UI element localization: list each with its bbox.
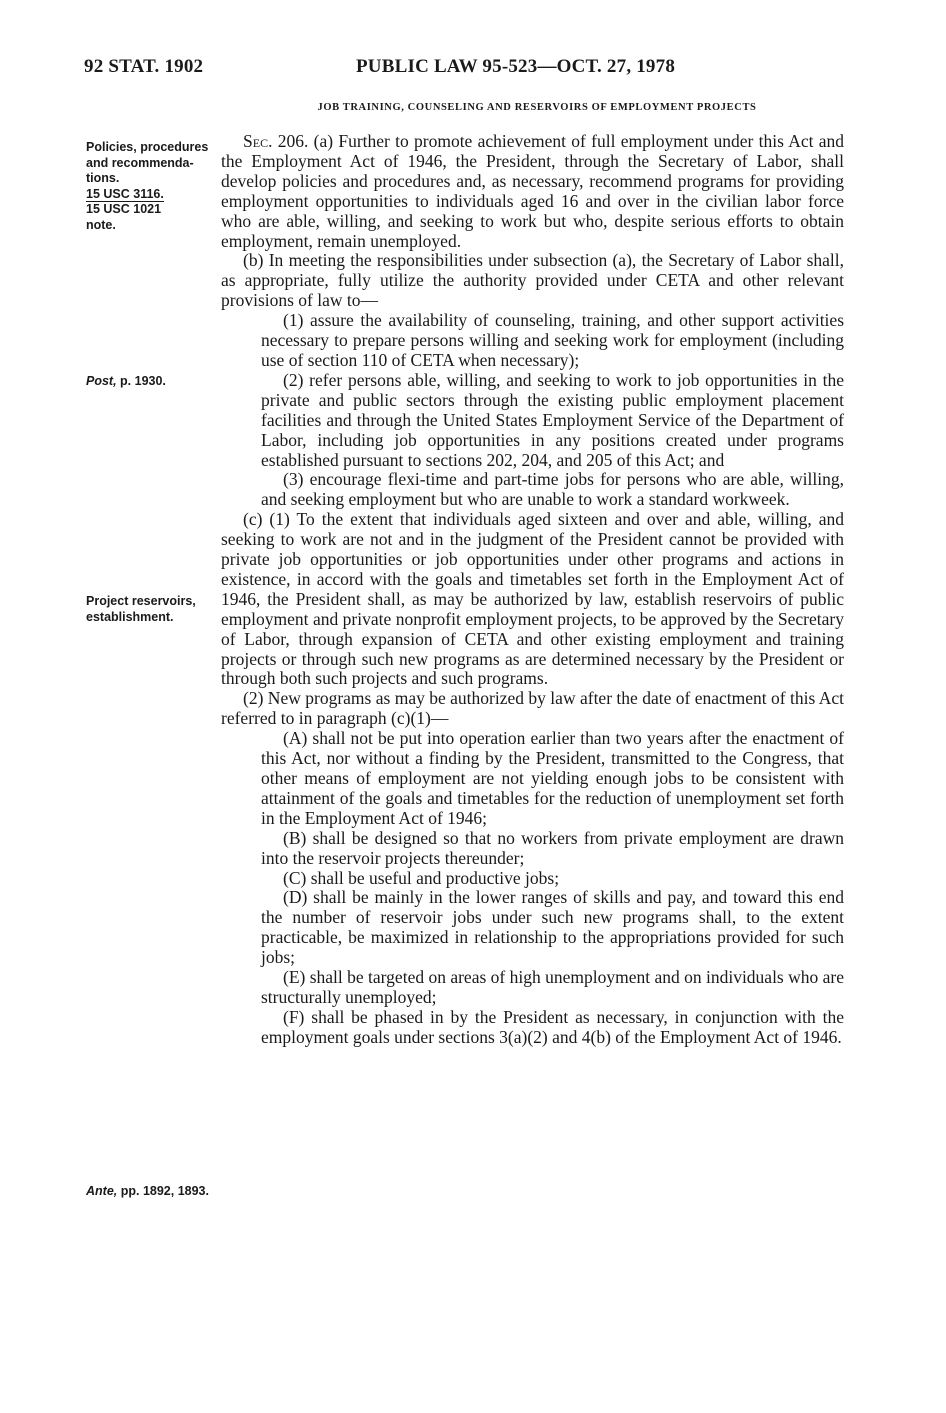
margin-note-post-page: p. 1930. [120,374,166,388]
clause-c2-f: (F) shall be phased in by the President as necessary, in conjunction with the employment goals under sections 3(a)(2) and 4(b) of the Employment Act of 1946. [261,1006,844,1047]
usc-citation-3116: 15 USC 3116. [86,186,164,201]
margin-note-post [86,374,211,390]
margin-note-policies-title: Policies, procedures and recommenda-tions. [86,140,209,186]
section-label: Sec. [243,131,273,151]
paragraph-b1: (1) assure the availability of counseling, training, and other support activities necessary to prepare persons willing and seeking work for employment (including use of section 110 of CETA when necessary); [261,310,844,370]
clause-c2-a: (A) shall not be put into operation earlier than two years after the enactment of this Act, nor without a finding by the President, transmitted to the Congress, that other means of employment are not yielding enough jobs to be consistent with attainment of the goals and timetables for the reduction of unemployment set forth in the Employment Act of 1946; [261,728,844,828]
page-title: PUBLIC LAW 95-523—OCT. 27, 1978 [356,56,676,77]
statute-body [221,132,844,1048]
usc-citation-note: note. [86,217,116,232]
clause-c2-e: (E) shall be targeted on areas of high unemployment and on individuals who are structurally unemployed; [261,967,844,1007]
section-206-a: Sec. 206. (a) Further to promote achievement of full employment under this Act and the Employment Act of 1946, the President, through the Secretary of Labor, shall develop policies and procedures and, as necessary, recommend programs for providing employment opportunities to individuals aged 16 and over in the civilian labor force who are able, willing, and seeking to work but who, despite serious efforts to obtain employment, remain unemployed. [221,131,845,251]
subsection-c1: (c) (1) To the extent that individuals aged sixteen and over and able, willing, and seeking to work are not and in the judgment of the President cannot be provided with private job opportunities or job opportunities under other programs and actions in existence, in accord with the goals and timetables set forth in the Employment Act of 1946, the President shall, as may be authorized by law, establish reservoirs of public employment and private nonprofit employment projects, to be approved by the Secretary of Labor, through expansion of CETA and other existing employment and training projects or through such new programs as are determined necessary by the President or through both such projects and such programs. [221,509,844,689]
stat-page-number: 92 STAT. 1902 [84,56,204,77]
margin-note-policies [86,140,211,234]
margin-note-ante-pages: pp. 1892, 1893. [120,1184,209,1198]
paragraph-b3: (3) encourage flexi-time and part-time jobs for persons who are able, willing, and seeking employment but who are unable to work a standard workweek. [261,469,844,510]
margin-note-project [86,594,211,625]
margin-note-ante-italic: Ante, [86,1184,118,1198]
margin-note-project-title: Project reservoirs, establishment. [86,594,196,624]
clause-c2-b: (B) shall be designed so that no workers from private employment are drawn into the reservoir projects thereunder; [261,827,844,868]
margin-note-post-italic: Post, [86,374,117,388]
clause-c2-c: (C) shall be useful and productive jobs; [283,867,560,888]
clause-c2-d: (D) shall be mainly in the lower ranges of skills and pay, and toward this end the number of reservoir jobs under such new programs shall, to the extent practicable, be maximized in relationship to the appropriations provided for such jobs; [261,887,844,968]
usc-citation-1021: 15 USC 1021 [86,202,162,217]
subsection-b-intro: (b) In meeting the responsibilities under subsection (a), the Secretary of Labor shall, as appropriate, fully utilize the authority provided under CETA and other relevant provisions of law to— [221,250,844,311]
section-heading: JOB TRAINING, COUNSELING AND RESERVOIRS OF EMPLOYMENT PROJECTS [317,102,757,113]
margin-note-ante [86,1184,211,1200]
paragraph-b2: (2) refer persons able, willing, and seeking to work to job opportunities in the private and public sectors through the existing public employment placement facilities and through the United States Employment Service of the Department of Labor, including job opportunities in any positions created under programs established pursuant to sections 202, 204, and 205 of this Act; and [261,369,844,470]
subsection-c2: (2) New programs as may be authorized by law after the date of enactment of this Act referred to in paragraph (c)(1)— [221,688,844,729]
